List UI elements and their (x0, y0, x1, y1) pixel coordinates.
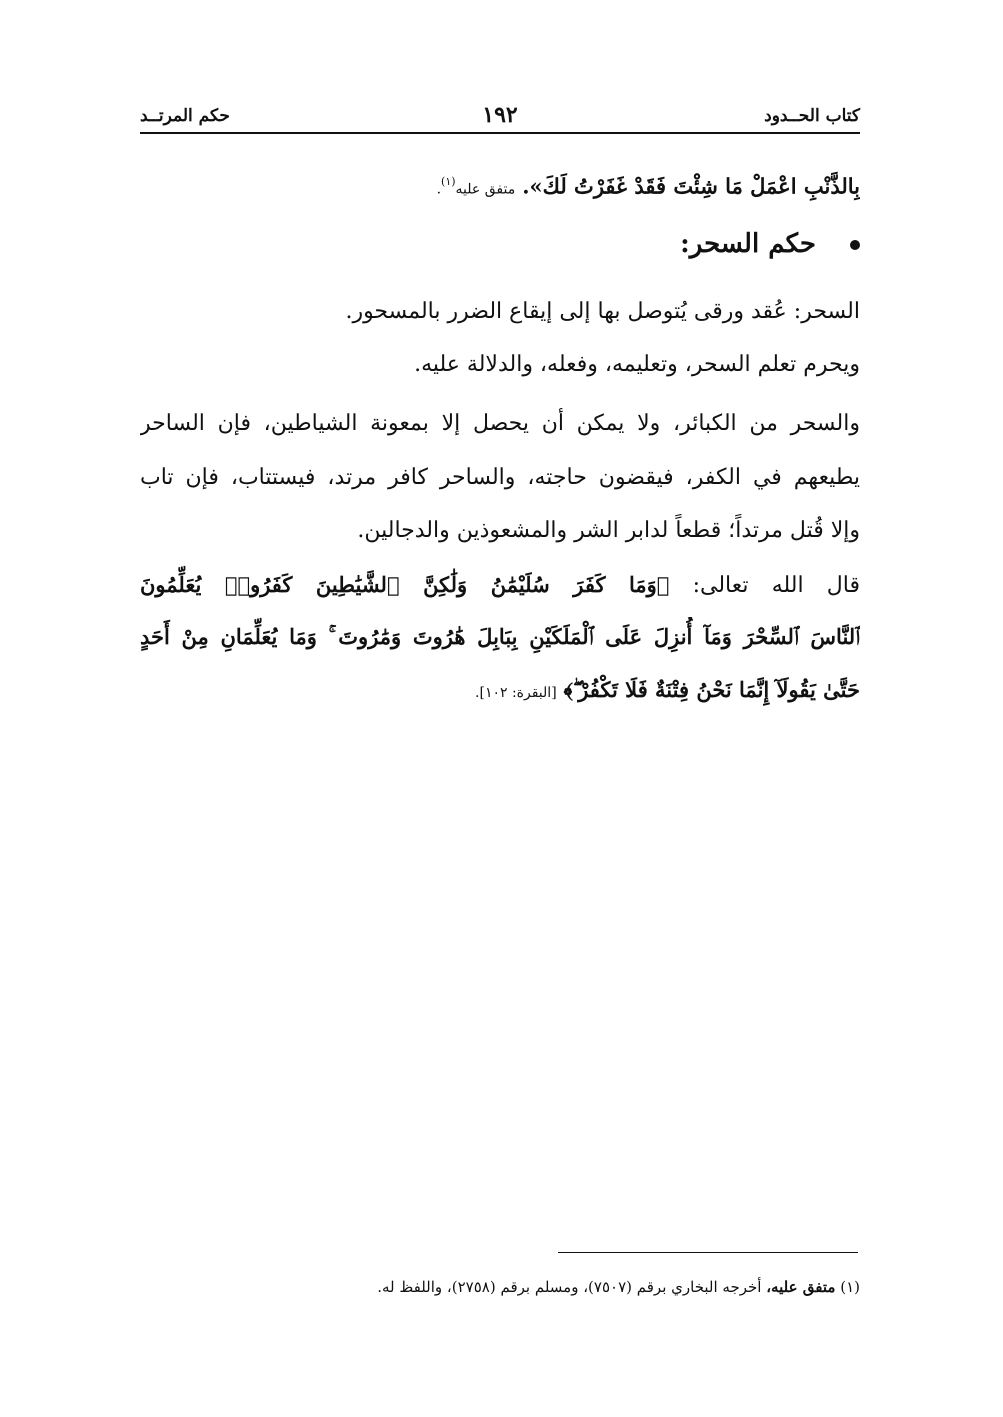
definition-line: السحر: عُقد ورقى يُتوصل بها إلى إيقاع الضرر بالمسحور. (345, 299, 860, 324)
footnote-ref: (١) (441, 175, 456, 188)
bullet-icon (850, 240, 860, 250)
ruling-line-3: وإلا قُتل مرتداً؛ قطعاً لدابر الشر والمشعوذين والدجالين. (357, 518, 860, 543)
header-rule (140, 132, 860, 134)
footnote-text: أخرجه البخاري برقم (٧٥٠٧)، ومسلم برقم (٢٧٥٨)، واللفظ له. (377, 1278, 762, 1296)
book-section-title: كتاب الحــدود (764, 106, 860, 126)
verse-line-2: ٱلنَّاسَ ٱلسِّحْرَ وَمَآ أُنزِلَ عَلَى ٱلْمَلَكَيْنِ بِبَابِلَ هَٰرُوتَ وَمَٰرُوتَ ۚ وَمَا يُعَلِّمَانِ مِنْ أَحَدٍ (140, 624, 860, 649)
footnote-number: (١) (840, 1278, 860, 1296)
footnote-rule (558, 1252, 858, 1253)
intro-line (140, 162, 860, 209)
hadith-ending: بِالذَّنْبِ اعْمَلْ مَا شِئْتَ فَقَدْ غَفَرْتُ لَكَ». (522, 173, 860, 199)
verse-citation: [البقرة: ١٠٢]. (475, 685, 557, 701)
verse-line-1 (140, 565, 860, 606)
verse-text-3: حَتَّىٰ يَقُولَآ إِنَّمَا نَحْنُ فِتْنَةٌ فَلَا تَكْفُرْ ۖ﴾ (563, 677, 860, 702)
prohibition-line: ويحرم تعلم السحر، وتعليمه، وفعله، والدلالة عليه. (414, 352, 860, 377)
intro-period: . (436, 181, 442, 198)
chapter-title: حكم المرتــد (140, 106, 230, 126)
section-heading (680, 224, 860, 264)
page-number: ١٩٢ (482, 102, 518, 128)
ruling-line-1: والسحر من الكبائر، ولا يمكن أن يحصل إلا بمعونة الشياطين، فإن الساحر (140, 411, 860, 436)
agreed-upon-note: متفق عليه (455, 181, 516, 198)
verse-line-3 (140, 670, 860, 713)
verse-intro: قال الله تعالى: (692, 573, 860, 598)
verse-text-1: ﴿وَمَا كَفَرَ سُلَيْمَٰنُ وَلَٰكِنَّ ٱلشَّيَٰطِينَ كَفَرُوا۟ يُعَلِّمُونَ (140, 572, 670, 597)
section-heading-text: حكم السحر: (680, 229, 816, 259)
footnote-label: متفق عليه، (766, 1278, 836, 1296)
ruling-line-2: يطيعهم في الكفر، فيقضون حاجته، والساحر كافر مرتد، فيستتاب، فإن تاب (140, 465, 860, 490)
footnote (140, 1274, 860, 1300)
running-header (140, 100, 860, 140)
